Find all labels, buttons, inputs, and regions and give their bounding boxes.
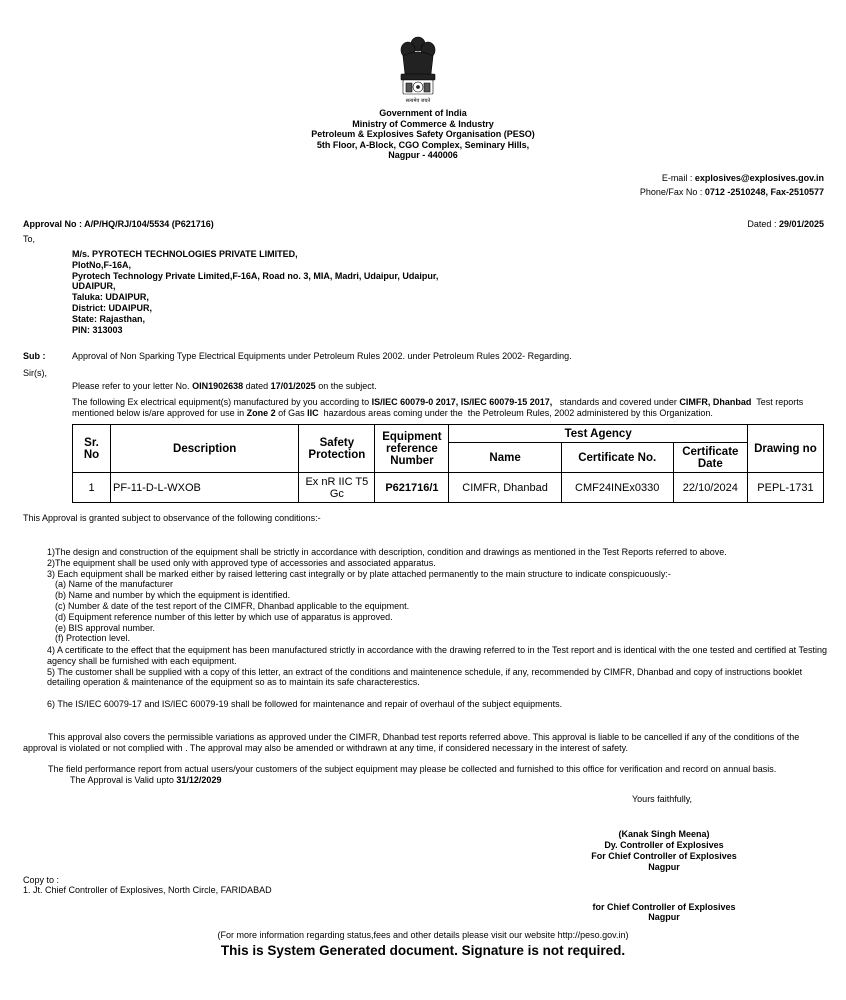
email-label: E-mail : — [661, 173, 695, 183]
intro-zone: Zone 2 — [246, 407, 276, 418]
intro-standards: IS/IEC 60079-0 2017, IS/IEC 60079-15 2017, — [371, 397, 553, 407]
dated-value: 29/01/2025 — [778, 219, 824, 229]
approval-number: Approval No : A/P/HQ/RJ/104/5534 (P621716) — [23, 219, 214, 229]
col-agency-name: Name — [449, 443, 561, 473]
cell-cert-date: 22/10/2024 — [673, 473, 747, 503]
to-label: To, — [23, 234, 36, 244]
dated-label: Dated : — [747, 219, 779, 229]
address-line: M/s. PYROTECH TECHNOLOGIES PRIVATE LIMITED, — [72, 249, 298, 259]
cell-agency-name: CIMFR, Dhanbad — [449, 473, 561, 503]
col-safety-protection: Safety Protection — [299, 425, 375, 473]
col-sr-no: Sr. No — [73, 425, 111, 473]
address-line: Taluka: UDAIPUR, — [72, 292, 149, 303]
header-city: Nagpur - 440006 — [388, 150, 458, 161]
header-organisation: Petroleum & Explosives Safety Organisation (PESO) — [311, 129, 535, 140]
condition-3e: (e) BIS approval number. — [55, 622, 156, 633]
cell-drawing: PEPL-1731 — [747, 473, 823, 503]
address-line: District: UDAIPUR, — [72, 303, 153, 313]
header-address: 5th Floor, A-Block, CGO Complex, Seminary Hills, — [316, 139, 530, 150]
copy-to-label: Copy to : — [23, 875, 60, 885]
condition-3d: (d) Equipment reference number of this letter by which use of apparatus is approved. — [55, 611, 393, 622]
closing: Yours faithfully, — [632, 794, 693, 804]
col-test-agency: Test Agency — [449, 425, 747, 443]
refer-pre: Please refer to your letter No. — [72, 381, 193, 391]
table-row — [73, 473, 824, 503]
address-line: State: Rajasthan, — [72, 313, 146, 324]
contact-email — [662, 173, 824, 183]
validity-label: The Approval is Valid upto — [70, 775, 177, 785]
national-emblem — [395, 34, 441, 106]
condition-3c: (c) Number & date of the test report of the CIMFR, Dhanbad applicable to the equipment. — [55, 601, 410, 611]
condition-4: 4) A certificate to the effect that the equipment has been manufactured strictly in accordance with the drawing referred to in the Test report and is identical with the one tested and certified at Testing agency shall be furnished with each equipment. — [47, 645, 827, 666]
condition-5: 5) The customer shall be supplied with a copy of this letter, an extract of the conditions and maintenence schedule, if any, recommended by CIMFR, Dhanbad and copy of instructions booklet detailing operation & maintenance of the equipment so as to maintain its safe characterestics. — [47, 666, 803, 688]
subject-label: Sub : — [23, 351, 46, 361]
validity-line — [70, 775, 221, 785]
copy-to-item: 1. Jt. Chief Controller of Explosives, North Circle, FARIDABAD — [23, 885, 272, 895]
approval-date — [747, 219, 824, 229]
letter-date: 17/01/2025 — [270, 381, 316, 391]
intro-text: Test reports mentioned below is/are approved for use in — [72, 397, 806, 418]
for-cce: for Chief Controller of Explosives — [592, 902, 736, 912]
validity-date: 31/12/2029 — [176, 775, 222, 785]
cell-cert-no: CMF24INEx0330 — [561, 473, 673, 503]
header-government: Government of India — [379, 108, 467, 118]
lion-capital-icon — [395, 34, 441, 106]
refer-post: on the subject. — [315, 381, 377, 391]
intro-agency: CIMFR, Dhanbad — [679, 397, 752, 407]
col-description: Description — [111, 425, 299, 473]
intro-text: of Gas — [275, 407, 308, 418]
address-line: PlotNo,F-16A, — [72, 259, 132, 270]
address-line: PIN: 313003 — [72, 324, 123, 335]
signatory-city: Nagpur — [648, 862, 680, 872]
cell-safety: Ex nR IIC T5 Gc — [299, 473, 375, 503]
condition-3f: (f) Protection level. — [55, 633, 131, 644]
col-certificate-date: Certificate Date — [673, 443, 747, 473]
condition-3a: (a) Name of the manufacturer — [55, 579, 174, 590]
field-report-paragraph: The field performance report from actual users/your customers of the subject equipment may please be collected and furnished to this office for verification and record on annual basis. — [48, 764, 777, 774]
signatory-for: For Chief Controller of Explosives — [591, 851, 737, 861]
condition-6: 6) The IS/IEC 60079-17 and IS/IEC 60079-19 shall be followed for maintenance and repair of overhaul of the subject equipments. — [47, 699, 563, 709]
letter-number: OIN1902638 — [192, 381, 244, 391]
emblem-motto: सत्यमेव जयते — [405, 98, 431, 104]
for-cce-city: Nagpur — [648, 912, 680, 922]
phone-number: 0712 -2510248, Fax-2510577 — [704, 187, 824, 197]
refer-paragraph — [72, 381, 377, 391]
address-line: UDAIPUR, — [72, 281, 116, 292]
col-equipment-ref: Equipment reference Number — [375, 425, 449, 473]
condition-3: 3) Each equipment shall be marked either by raised lettering cast integrally or by plate attached permanently to the main structure to indicate conspicuously:- — [47, 568, 671, 579]
condition-3b: (b) Name and number by which the equipment is identified. — [55, 590, 291, 601]
intro-paragraph — [72, 397, 827, 419]
email-address[interactable]: explosives@explosives.gov.in — [694, 173, 824, 183]
equipment-table — [72, 424, 824, 503]
footer-system-note: This is System Generated document. Signature is not required. — [220, 943, 626, 958]
header-ministry: Ministry of Commerce & Industry — [352, 118, 494, 129]
footer-info: (For more information regarding status,fees and other details please visit our website http://peso.gov.in) — [217, 930, 629, 940]
phone-label: Phone/Fax No : — [639, 187, 705, 197]
address-line: Pyrotech Technology Private Limited,F-16A, Road no. 3, MIA, Madri, Udaipur, Udaipur, — [72, 270, 439, 281]
condition-1: 1)The design and construction of the equipment shall be strictly in accordance with description, condition and drawings as mentioned in the Test Reports referred to above. — [47, 547, 727, 557]
cell-description: PF-11-D-L-WXOB — [111, 473, 299, 503]
intro-text: standards and covered under — [552, 397, 680, 407]
signatory-designation: Dy. Controller of Explosives — [604, 840, 724, 850]
intro-text: hazardous areas coming under the the Petroleum Rules, 2002 administered by this Organization. — [318, 407, 713, 418]
refer-mid: dated — [243, 381, 271, 391]
col-drawing-no: Drawing no — [747, 425, 823, 473]
intro-text: The following Ex electrical equipment(s) manufactured by you according to — [72, 397, 372, 407]
contact-phone — [640, 187, 824, 197]
variations-paragraph: This approval also covers the permissible variations as approved under the CIMFR, Dhanbad test reports referred above. This approval is liable to be cancelled if any of the conditions of the approval is violated or not complied with . The approval may also be amended or withdrawn at any time, if considered necessary in the interest of safety. — [23, 732, 800, 753]
cell-ref: P621716/1 — [375, 473, 449, 503]
conditions-intro: This Approval is granted subject to observance of the following conditions:- — [23, 513, 321, 523]
col-certificate-no: Certificate No. — [561, 443, 673, 473]
condition-2: 2)The equipment shall be used only with approved type of accessories and associated apparatus. — [47, 557, 436, 568]
signatory-name: (Kanak Singh Meena) — [618, 829, 710, 839]
subject-text: Approval of Non Sparking Type Electrical Equipments under Petroleum Rules 2002. under Petroleum Rules 2002- Regarding. — [72, 351, 572, 361]
cell-sr: 1 — [73, 473, 111, 503]
salutation: Sir(s), — [23, 368, 47, 378]
intro-gas-group: IIC — [307, 407, 319, 418]
